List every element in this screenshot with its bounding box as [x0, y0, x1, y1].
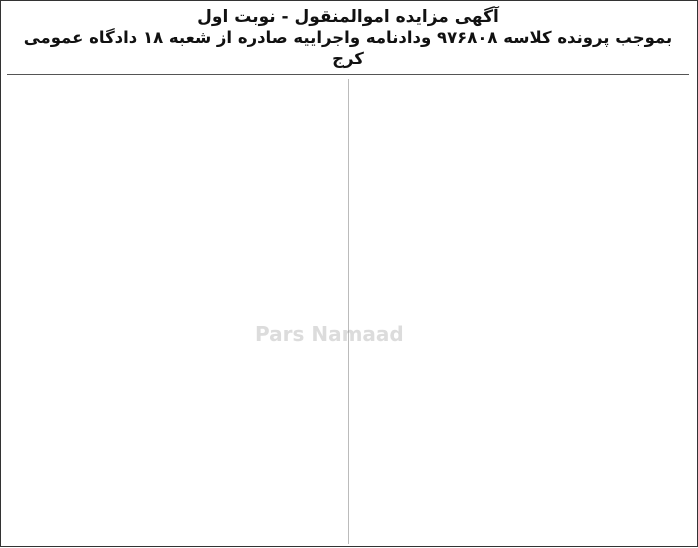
publisher-watermark: Pars Namaad [255, 322, 404, 346]
notice-body [7, 79, 689, 545]
auction-notice [0, 1, 697, 548]
body-column-right [359, 79, 690, 545]
body-column-left [7, 79, 338, 545]
headline-line-1: آگهی مزایده اموالمنقول - نوبت اول [197, 7, 499, 27]
headline-line-2: بموجب پرونده کلاسه ۹۷۶۸۰۸ ودادنامه واجراییه صادره از شعبه ۱۸ دادگاه عمومی کرج [23, 28, 673, 68]
notice-headline [7, 7, 689, 70]
column-divider [348, 79, 349, 545]
headline-divider [7, 74, 689, 75]
